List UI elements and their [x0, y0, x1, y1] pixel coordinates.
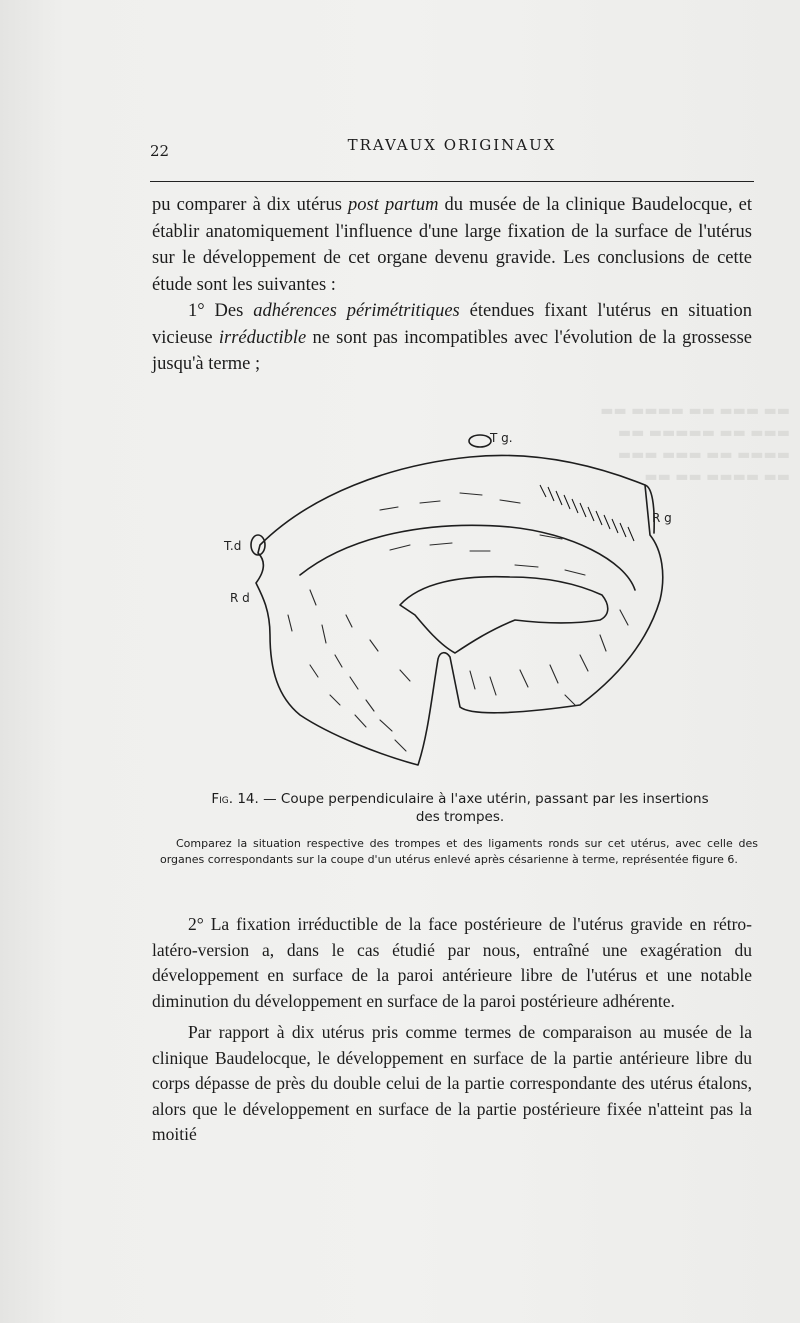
label-rg: R g — [652, 511, 672, 525]
label-td: T.d — [224, 539, 242, 553]
italic-run: post partum — [348, 195, 439, 215]
label-rd: R d — [230, 591, 250, 605]
text-run: 1° Des — [188, 301, 254, 321]
text-run: ne sont pas incompatibles avec l'évolution de la grossesse jusqu'à terme ; — [152, 327, 752, 374]
figure-14 — [170, 415, 690, 785]
inner-cavity-contour — [400, 577, 608, 653]
page-header — [150, 132, 754, 158]
upper-text-block — [152, 192, 752, 378]
lower-text-block — [152, 912, 752, 1148]
show-through-bleed: ▬▬ ▬▬▬ ▬▬ ▬▬▬▬ ▬▬ ▬▬▬ ▬▬ ▬▬▬▬▬ ▬▬ ▬▬▬▬ ▬▬ ▬▬▬ ▬▬▬ ▬▬ ▬▬▬▬ ▬▬ ▬▬ — [600, 403, 790, 485]
italic-run: adhérences périmétritiques — [253, 301, 460, 321]
outer-contour — [256, 455, 663, 765]
right-tube-stump — [469, 435, 491, 447]
figure-caption — [200, 790, 720, 826]
figure-number: Fig. 14. — [211, 791, 259, 807]
paragraph-4: Par rapport à dix utérus pris comme termes de comparaison au musée de la clinique Baudelocque, le développement en surface de la partie antérieure libre du corps dépasse de près du double celui de la partie correspondante des utérus étalons, alors que le développement en surface de la partie postérieure fixée n'atteint pas la moitié — [152, 1022, 752, 1144]
running-head: TRAVAUX ORIGINAUX — [347, 136, 557, 154]
paragraph-3: 2° La fixation irréductible de la face postérieure de l'utérus gravide en rétro-latéro-version a, dans le cas étudié par nous, entraîné une exagération du développement en surface de la paroi antérieure libre de l'utérus et une notable diminution du développement en surface de la paroi postérieure adhérente. — [152, 914, 752, 1011]
text-run: du musée de la clinique Baudelocque, et établir anatomiquement l'influence d'une large fixation de la surface de l'utérus sur le développement de cet organe devenu gravide. Les conclusions de cette étude sont les suivantes : — [152, 195, 752, 295]
figure-note: Comparez la situation respective des trompes et des ligaments ronds sur cet utérus, avec celle des organes correspondants sur la coupe d'un utérus enlevé après césarienne à terme, représentée figure 6. — [160, 837, 758, 866]
text-run: étendues fixant l'utérus en situation vicieuse — [152, 301, 753, 348]
paragraph-2 — [152, 298, 752, 378]
paragraph-1 — [152, 192, 752, 298]
text-run: pu comparer à dix utérus — [152, 195, 349, 215]
figure-caption-text: — Coupe perpendiculaire à l'axe utérin, passant par les insertions des trompes. — [258, 791, 709, 825]
fringe-hatching — [540, 485, 634, 541]
italic-run: irréductible — [218, 327, 307, 348]
header-rule — [150, 181, 754, 182]
label-tg: T g. — [490, 431, 513, 445]
inner-ring-contour — [300, 525, 635, 590]
page-number: 22 — [150, 142, 170, 160]
